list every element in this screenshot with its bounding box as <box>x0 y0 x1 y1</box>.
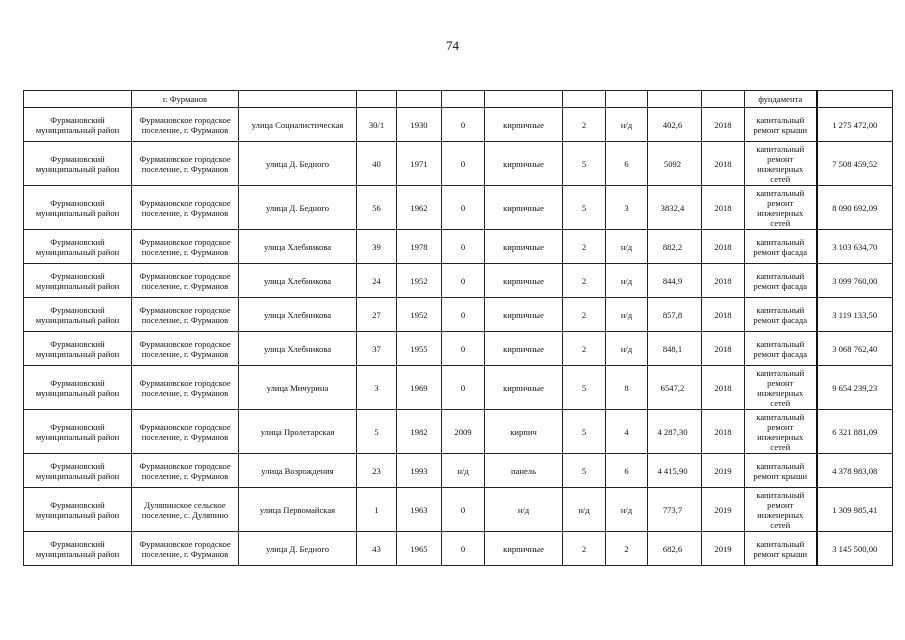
cell-last-repair-year: 0 <box>442 264 485 298</box>
cell-work-type: капитальный ремонт инженерных сетей <box>745 186 817 230</box>
cell-street: улица Социалистическая <box>239 108 357 142</box>
cell-cost: 3 119 133,50 <box>817 298 893 332</box>
cell-settlement: Фурмановское городское поселение, г. Фурманов <box>132 264 239 298</box>
cell-house-number: 40 <box>357 142 397 186</box>
cell-entrances: 8 <box>606 366 648 410</box>
cell-work-type: капитальный ремонт инженерных сетей <box>745 142 817 186</box>
cell-build-year: 1962 <box>397 186 442 230</box>
cell-build-year <box>397 91 442 108</box>
cell-last-repair-year: н/д <box>442 454 485 488</box>
cell-street <box>239 91 357 108</box>
cell-house-number: 5 <box>357 410 397 454</box>
cell-build-year: 1930 <box>397 108 442 142</box>
cell-wall-material: кирпичные <box>485 366 563 410</box>
cell-area: 5092 <box>648 142 702 186</box>
cell-district: Фурмановский муниципальный район <box>24 332 132 366</box>
cell-cost: 8 090 692,09 <box>817 186 893 230</box>
cell-plan-year: 2019 <box>702 532 745 566</box>
cell-house-number: 43 <box>357 532 397 566</box>
cell-floors: 2 <box>563 108 606 142</box>
cell-settlement: Фурмановское городское поселение, г. Фурманов <box>132 186 239 230</box>
cell-cost: 7 508 459,52 <box>817 142 893 186</box>
cell-build-year: 1969 <box>397 366 442 410</box>
cell-street: улица Хлебникова <box>239 332 357 366</box>
cell-entrances: н/д <box>606 108 648 142</box>
cell-entrances: 4 <box>606 410 648 454</box>
cell-wall-material: кирпичные <box>485 186 563 230</box>
cell-house-number: 23 <box>357 454 397 488</box>
cell-floors: 2 <box>563 532 606 566</box>
cell-wall-material: кирпичные <box>485 298 563 332</box>
cell-cost: 3 145 500,00 <box>817 532 893 566</box>
cell-street: улица Хлебникова <box>239 264 357 298</box>
cell-cost <box>817 91 893 108</box>
cell-house-number: 3 <box>357 366 397 410</box>
cell-street: улица Пролетарская <box>239 410 357 454</box>
cell-plan-year: 2018 <box>702 410 745 454</box>
cell-last-repair-year: 0 <box>442 532 485 566</box>
cell-plan-year: 2018 <box>702 332 745 366</box>
table-row <box>24 230 893 264</box>
table-row <box>24 532 893 566</box>
table-row <box>24 454 893 488</box>
cell-district: Фурмановский муниципальный район <box>24 366 132 410</box>
cell-entrances: н/д <box>606 230 648 264</box>
cell-wall-material: кирпич <box>485 410 563 454</box>
cell-street: улица Хлебникова <box>239 230 357 264</box>
cell-floors: 5 <box>563 186 606 230</box>
cell-street: улица Возрождения <box>239 454 357 488</box>
cell-entrances: н/д <box>606 332 648 366</box>
cell-work-type: капитальный ремонт крыши <box>745 454 817 488</box>
table-row <box>24 366 893 410</box>
cell-district: Фурмановский муниципальный район <box>24 488 132 532</box>
cell-build-year: 1955 <box>397 332 442 366</box>
cell-settlement: Фурмановское городское поселение, г. Фурманов <box>132 410 239 454</box>
cell-street: улица Первомайская <box>239 488 357 532</box>
cell-area: 402,6 <box>648 108 702 142</box>
cell-plan-year: 2018 <box>702 230 745 264</box>
cell-build-year: 1963 <box>397 488 442 532</box>
cell-entrances: 6 <box>606 142 648 186</box>
cell-entrances: 2 <box>606 532 648 566</box>
cell-settlement: Фурмановское городское поселение, г. Фурманов <box>132 366 239 410</box>
cell-work-type: капитальный ремонт фасада <box>745 298 817 332</box>
cell-plan-year: 2019 <box>702 488 745 532</box>
cell-settlement: Фурмановское городское поселение, г. Фурманов <box>132 298 239 332</box>
cell-last-repair-year <box>442 91 485 108</box>
cell-last-repair-year: 0 <box>442 332 485 366</box>
cell-plan-year: 2018 <box>702 142 745 186</box>
cell-district: Фурмановский муниципальный район <box>24 264 132 298</box>
table-body <box>24 91 893 566</box>
cell-floors: 5 <box>563 410 606 454</box>
cell-work-type: капитальный ремонт крыши <box>745 532 817 566</box>
cell-settlement: Фурмановское городское поселение, г. Фурманов <box>132 454 239 488</box>
cell-district: Фурмановский муниципальный район <box>24 108 132 142</box>
cell-cost: 3 099 760,00 <box>817 264 893 298</box>
cell-wall-material <box>485 91 563 108</box>
page-number: 74 <box>446 38 459 53</box>
cell-floors <box>563 91 606 108</box>
cell-entrances: н/д <box>606 264 648 298</box>
cell-plan-year: 2018 <box>702 186 745 230</box>
cell-plan-year: 2019 <box>702 454 745 488</box>
cell-work-type: капитальный ремонт инженерных сетей <box>745 410 817 454</box>
cell-build-year: 1971 <box>397 142 442 186</box>
cell-build-year: 1952 <box>397 264 442 298</box>
cell-work-type: капитальный ремонт фасада <box>745 230 817 264</box>
cell-work-type: капитальный ремонт фасада <box>745 332 817 366</box>
cell-wall-material: панель <box>485 454 563 488</box>
cell-work-type: капитальный ремонт крыши <box>745 108 817 142</box>
cell-floors: 2 <box>563 230 606 264</box>
cell-work-type: капитальный ремонт инженерных сетей <box>745 488 817 532</box>
cell-area: 848,1 <box>648 332 702 366</box>
cell-area: 844,9 <box>648 264 702 298</box>
cell-wall-material: н/д <box>485 488 563 532</box>
cell-area: 682,6 <box>648 532 702 566</box>
cell-work-type: капитальный ремонт фасада <box>745 264 817 298</box>
cell-last-repair-year: 0 <box>442 108 485 142</box>
cell-wall-material: кирпичные <box>485 230 563 264</box>
cell-last-repair-year: 0 <box>442 488 485 532</box>
cell-plan-year: 2018 <box>702 366 745 410</box>
cell-house-number: 1 <box>357 488 397 532</box>
cell-district: Фурмановский муниципальный район <box>24 410 132 454</box>
cell-settlement: Фурмановское городское поселение, г. Фурманов <box>132 532 239 566</box>
cell-floors: 5 <box>563 366 606 410</box>
table-row <box>24 410 893 454</box>
cell-street: улица Д. Бедного <box>239 532 357 566</box>
table-row <box>24 488 893 532</box>
cell-last-repair-year: 2009 <box>442 410 485 454</box>
cell-entrances: 6 <box>606 454 648 488</box>
cell-cost: 1 309 985,41 <box>817 488 893 532</box>
cell-work-type: фундамента <box>745 91 817 108</box>
cell-last-repair-year: 0 <box>442 142 485 186</box>
cell-area: 4 287,30 <box>648 410 702 454</box>
cell-cost: 3 103 634,70 <box>817 230 893 264</box>
cell-area: 882,2 <box>648 230 702 264</box>
cell-entrances <box>606 91 648 108</box>
housing-repair-table <box>23 90 893 566</box>
table-row <box>24 264 893 298</box>
cell-house-number: 27 <box>357 298 397 332</box>
cell-last-repair-year: 0 <box>442 366 485 410</box>
table-row <box>24 298 893 332</box>
cell-cost: 6 321 881,09 <box>817 410 893 454</box>
cell-floors: 2 <box>563 264 606 298</box>
cell-cost: 4 378 983,08 <box>817 454 893 488</box>
table-row-continuation <box>24 91 893 108</box>
cell-area: 4 415,90 <box>648 454 702 488</box>
cell-plan-year: 2018 <box>702 108 745 142</box>
table-row <box>24 108 893 142</box>
cell-house-number: 37 <box>357 332 397 366</box>
cell-settlement: Фурмановское городское поселение, г. Фурманов <box>132 332 239 366</box>
cell-settlement: Фурмановское городское поселение, г. Фурманов <box>132 108 239 142</box>
cell-settlement: г. Фурманов <box>132 91 239 108</box>
cell-last-repair-year: 0 <box>442 298 485 332</box>
cell-wall-material: кирпичные <box>485 332 563 366</box>
table-row <box>24 142 893 186</box>
cell-settlement: Фурмановское городское поселение, г. Фурманов <box>132 230 239 264</box>
cell-cost: 1 275 472,00 <box>817 108 893 142</box>
cell-plan-year <box>702 91 745 108</box>
cell-district <box>24 91 132 108</box>
cell-house-number: 56 <box>357 186 397 230</box>
cell-cost: 3 068 762,40 <box>817 332 893 366</box>
cell-wall-material: кирпичные <box>485 142 563 186</box>
table-row <box>24 332 893 366</box>
cell-floors: 2 <box>563 332 606 366</box>
cell-house-number: 24 <box>357 264 397 298</box>
cell-build-year: 1982 <box>397 410 442 454</box>
cell-entrances: н/д <box>606 488 648 532</box>
cell-last-repair-year: 0 <box>442 186 485 230</box>
cell-settlement: Фурмановское городское поселение, г. Фурманов <box>132 142 239 186</box>
cell-entrances: 3 <box>606 186 648 230</box>
table-row <box>24 186 893 230</box>
cell-wall-material: кирпичные <box>485 264 563 298</box>
cell-wall-material: кирпичные <box>485 108 563 142</box>
cell-build-year: 1978 <box>397 230 442 264</box>
cell-settlement: Дуляпинское сельское поселение, с. Дуляпино <box>132 488 239 532</box>
cell-plan-year: 2018 <box>702 264 745 298</box>
cell-floors: 2 <box>563 298 606 332</box>
cell-plan-year: 2018 <box>702 298 745 332</box>
cell-area: 3832,4 <box>648 186 702 230</box>
cell-floors: н/д <box>563 488 606 532</box>
cell-house-number: 39 <box>357 230 397 264</box>
cell-street: улица Хлебникова <box>239 298 357 332</box>
cell-cost: 9 654 239,23 <box>817 366 893 410</box>
cell-area: 857,8 <box>648 298 702 332</box>
cell-wall-material: кирпичные <box>485 532 563 566</box>
cell-area: 773,7 <box>648 488 702 532</box>
cell-house-number <box>357 91 397 108</box>
cell-district: Фурмановский муниципальный район <box>24 298 132 332</box>
cell-floors: 5 <box>563 454 606 488</box>
cell-build-year: 1952 <box>397 298 442 332</box>
cell-area <box>648 91 702 108</box>
cell-street: улица Д. Бедного <box>239 142 357 186</box>
cell-build-year: 1993 <box>397 454 442 488</box>
cell-build-year: 1965 <box>397 532 442 566</box>
cell-house-number: 30/1 <box>357 108 397 142</box>
cell-district: Фурмановский муниципальный район <box>24 454 132 488</box>
cell-work-type: капитальный ремонт инженерных сетей <box>745 366 817 410</box>
cell-floors: 5 <box>563 142 606 186</box>
cell-district: Фурмановский муниципальный район <box>24 230 132 264</box>
cell-district: Фурмановский муниципальный район <box>24 142 132 186</box>
cell-area: 6547,2 <box>648 366 702 410</box>
cell-street: улица Мичурина <box>239 366 357 410</box>
cell-entrances: н/д <box>606 298 648 332</box>
cell-street: улица Д. Бедного <box>239 186 357 230</box>
cell-district: Фурмановский муниципальный район <box>24 186 132 230</box>
cell-district: Фурмановский муниципальный район <box>24 532 132 566</box>
cell-last-repair-year: 0 <box>442 230 485 264</box>
